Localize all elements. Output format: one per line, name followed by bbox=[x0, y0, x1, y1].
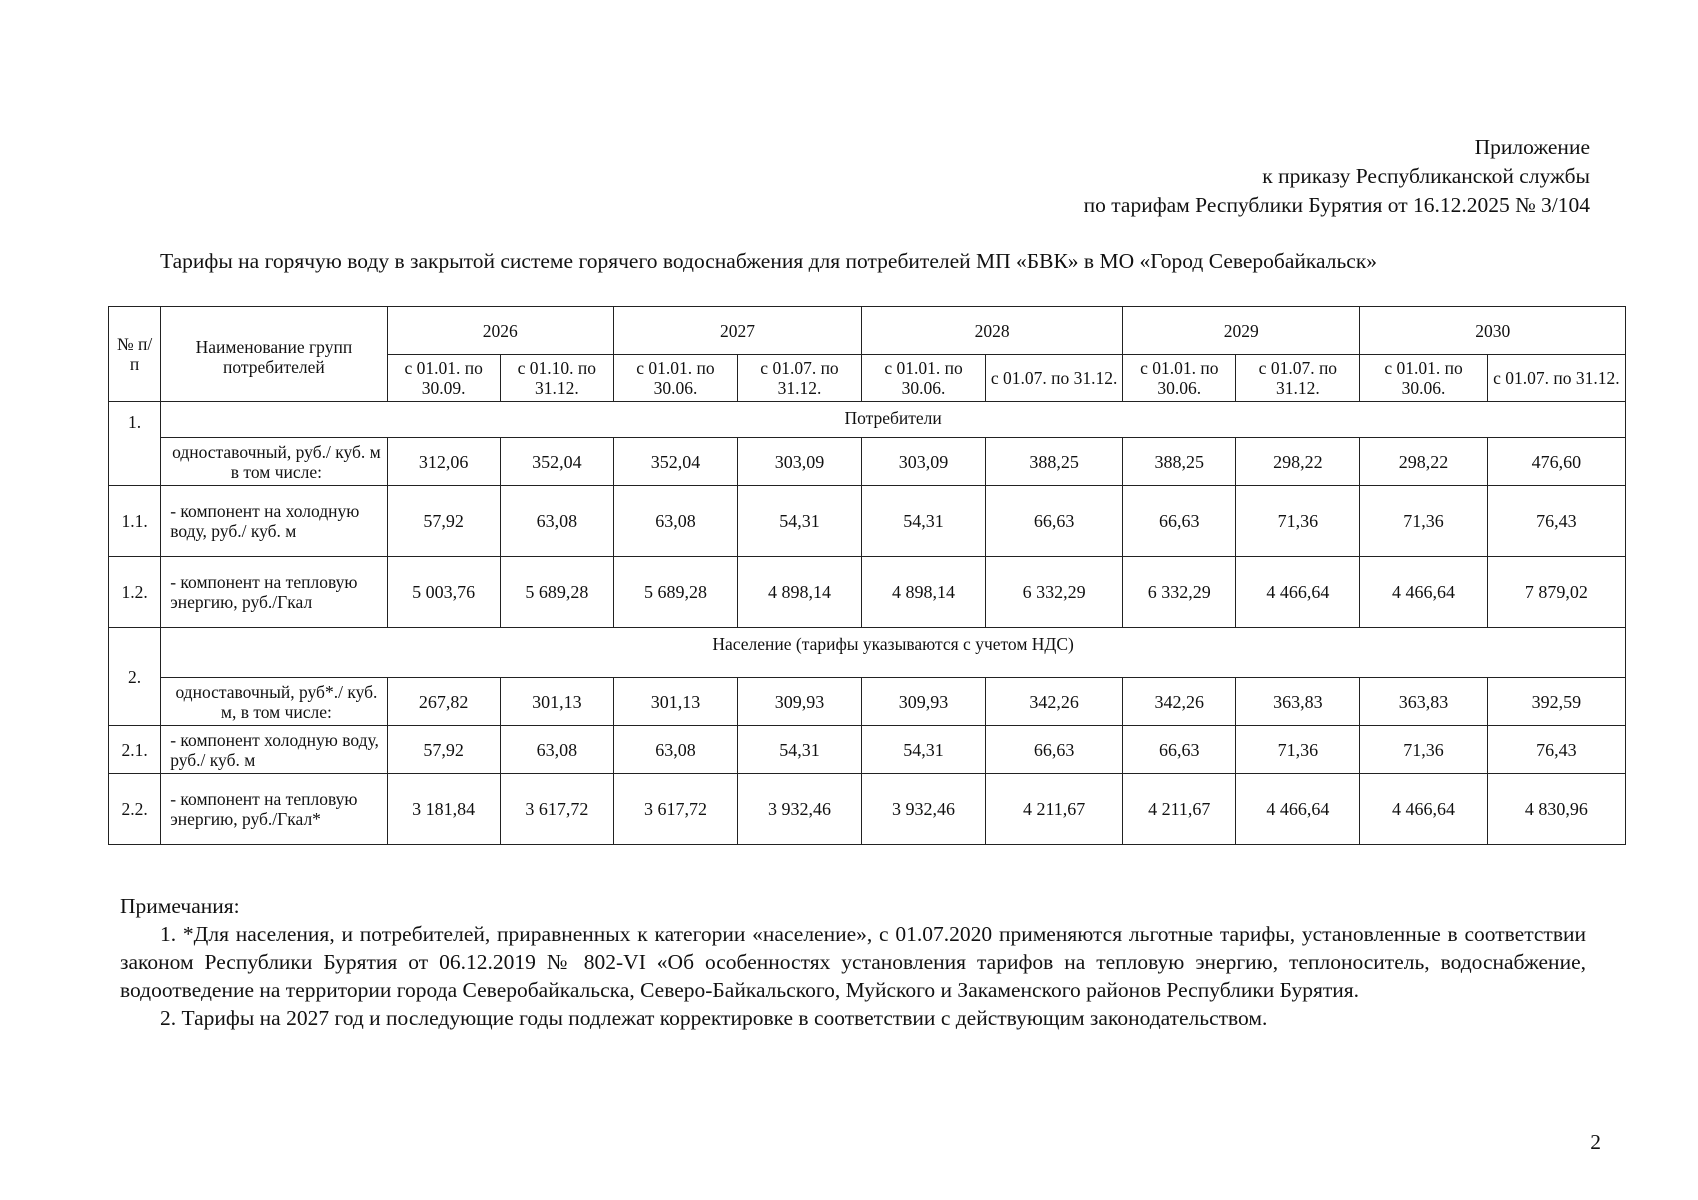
year-header: 2028 bbox=[862, 307, 1123, 355]
tariff-value: 303,09 bbox=[862, 438, 986, 486]
tariff-value: 66,63 bbox=[986, 486, 1123, 557]
tariff-value: 388,25 bbox=[986, 438, 1123, 486]
document-title: Тарифы на горячую воду в закрытой системе горячего водоснабжения для потребителей МП «БВК» в МО «Город Северобайкальск» bbox=[160, 249, 1378, 273]
period-header: с 01.01. по 30.06. bbox=[1123, 355, 1236, 402]
tariff-value: 388,25 bbox=[1123, 438, 1236, 486]
section-number: 1. bbox=[109, 402, 161, 486]
tariff-value: 3 932,46 bbox=[737, 774, 861, 845]
column-header-consumer-group: Наименование групп потребителей bbox=[161, 307, 387, 402]
tariff-value: 4 466,64 bbox=[1236, 774, 1360, 845]
note-item: 2. Тарифы на 2027 год и последующие годы подлежат корректировке в соответствии с действующим законодательством. bbox=[160, 1006, 1268, 1030]
tariff-value: 392,59 bbox=[1487, 678, 1625, 726]
tariff-value: 7 879,02 bbox=[1487, 557, 1625, 628]
tariff-value: 3 181,84 bbox=[387, 774, 500, 845]
tariff-value: 63,08 bbox=[613, 486, 737, 557]
tariff-value: 54,31 bbox=[862, 726, 986, 774]
table-row bbox=[109, 774, 1626, 845]
period-header: с 01.01. по 30.06. bbox=[1360, 355, 1487, 402]
tariff-value: 342,26 bbox=[1123, 678, 1236, 726]
section-label: Потребители bbox=[161, 402, 1626, 438]
period-header: с 01.01. по 30.06. bbox=[862, 355, 986, 402]
year-header: 2026 bbox=[387, 307, 613, 355]
tariff-value: 54,31 bbox=[862, 486, 986, 557]
tariff-value: 5 003,76 bbox=[387, 557, 500, 628]
tariff-value: 4 898,14 bbox=[862, 557, 986, 628]
tariff-value: 4 466,64 bbox=[1236, 557, 1360, 628]
tariff-value: 66,63 bbox=[1123, 486, 1236, 557]
tariff-value: 6 332,29 bbox=[986, 557, 1123, 628]
period-header: с 01.07. по 31.12. bbox=[1487, 355, 1625, 402]
tariff-value: 476,60 bbox=[1487, 438, 1625, 486]
section-number: 2. bbox=[109, 628, 161, 726]
tariff-value: 5 689,28 bbox=[613, 557, 737, 628]
tariff-value: 3 617,72 bbox=[613, 774, 737, 845]
tariff-value: 312,06 bbox=[387, 438, 500, 486]
appendix-line-1: Приложение bbox=[1474, 135, 1590, 159]
notes-heading: Примечания: bbox=[120, 894, 240, 918]
tariff-table bbox=[108, 306, 1626, 845]
row-number: 1.1. bbox=[109, 486, 161, 557]
tariff-value: 5 689,28 bbox=[500, 557, 613, 628]
notes-section bbox=[120, 892, 1586, 1032]
table-row bbox=[109, 726, 1626, 774]
tariff-value: 4 466,64 bbox=[1360, 774, 1487, 845]
note-item: 1. *Для населения, и потребителей, приравненных к категории «население», с 01.07.2020 применяются льготные тарифы, установленные в соответствии законом Республики Бурятия от 06.12.2019 № 802-VI «Об особенностях установления тарифов на тепловую энергию, теплоноситель, водоснабжение, водоотведение на территории города Северобайкальска, Северо-Байкальского, Муйского и Закаменского районов Республики Бурятия. bbox=[120, 922, 1586, 1002]
consumer-group-name: - компонент холодную воду, руб./ куб. м bbox=[161, 726, 387, 774]
consumer-group-name: - компонент на тепловую энергию, руб./Гкал* bbox=[161, 774, 387, 845]
tariff-value: 76,43 bbox=[1487, 486, 1625, 557]
appendix-line-3: по тарифам Республики Бурятия от 16.12.2025 № 3/104 bbox=[1083, 193, 1590, 217]
period-header: с 01.01. по 30.06. bbox=[613, 355, 737, 402]
period-header: с 01.07. по 31.12. bbox=[1236, 355, 1360, 402]
tariff-value: 57,92 bbox=[387, 726, 500, 774]
year-header: 2027 bbox=[613, 307, 861, 355]
tariff-value: 66,63 bbox=[986, 726, 1123, 774]
tariff-value: 363,83 bbox=[1360, 678, 1487, 726]
tariff-value: 71,36 bbox=[1360, 486, 1487, 557]
table-row bbox=[109, 486, 1626, 557]
section-row bbox=[109, 628, 1626, 678]
tariff-value: 4 211,67 bbox=[1123, 774, 1236, 845]
tariff-value: 57,92 bbox=[387, 486, 500, 557]
section-label: Население (тарифы указываются с учетом НДС) bbox=[161, 628, 1626, 678]
tariff-value: 63,08 bbox=[613, 726, 737, 774]
table-row bbox=[109, 438, 1626, 486]
tariff-value: 54,31 bbox=[737, 726, 861, 774]
appendix-line-2: к приказу Республиканской службы bbox=[1262, 164, 1590, 188]
page-number: 2 bbox=[1590, 1130, 1601, 1154]
row-number: 1.2. bbox=[109, 557, 161, 628]
table-row bbox=[109, 557, 1626, 628]
tariff-value: 303,09 bbox=[737, 438, 861, 486]
row-number: 2.2. bbox=[109, 774, 161, 845]
tariff-value: 66,63 bbox=[1123, 726, 1236, 774]
consumer-group-name: - компонент на холодную воду, руб./ куб. м bbox=[161, 486, 387, 557]
consumer-group-name: одноставочный, руб*./ куб. м, в том числе: bbox=[161, 678, 387, 726]
tariff-value: 54,31 bbox=[737, 486, 861, 557]
tariff-value: 298,22 bbox=[1236, 438, 1360, 486]
tariff-value: 352,04 bbox=[613, 438, 737, 486]
tariff-value: 4 466,64 bbox=[1360, 557, 1487, 628]
column-header-number: № п/п bbox=[109, 307, 161, 402]
tariff-value: 71,36 bbox=[1236, 486, 1360, 557]
tariff-value: 301,13 bbox=[613, 678, 737, 726]
consumer-group-name: - компонент на тепловую энергию, руб./Гкал bbox=[161, 557, 387, 628]
row-number: 2.1. bbox=[109, 726, 161, 774]
table-row bbox=[109, 678, 1626, 726]
tariff-value: 63,08 bbox=[500, 486, 613, 557]
period-header: с 01.10. по 31.12. bbox=[500, 355, 613, 402]
tariff-value: 4 830,96 bbox=[1487, 774, 1625, 845]
tariff-value: 71,36 bbox=[1360, 726, 1487, 774]
consumer-group-name: одноставочный, руб./ куб. м в том числе: bbox=[161, 438, 387, 486]
section-row bbox=[109, 402, 1626, 438]
tariff-value: 3 932,46 bbox=[862, 774, 986, 845]
tariff-value: 301,13 bbox=[500, 678, 613, 726]
tariff-value: 6 332,29 bbox=[1123, 557, 1236, 628]
tariff-value: 342,26 bbox=[986, 678, 1123, 726]
appendix-header bbox=[1084, 133, 1590, 220]
tariff-value: 363,83 bbox=[1236, 678, 1360, 726]
period-header: с 01.07. по 31.12. bbox=[737, 355, 861, 402]
period-header: с 01.07. по 31.12. bbox=[986, 355, 1123, 402]
tariff-value: 76,43 bbox=[1487, 726, 1625, 774]
year-header: 2030 bbox=[1360, 307, 1626, 355]
tariff-value: 4 211,67 bbox=[986, 774, 1123, 845]
tariff-value: 298,22 bbox=[1360, 438, 1487, 486]
tariff-value: 309,93 bbox=[862, 678, 986, 726]
period-header: с 01.01. по 30.09. bbox=[387, 355, 500, 402]
tariff-value: 71,36 bbox=[1236, 726, 1360, 774]
year-header-row bbox=[109, 307, 1626, 355]
tariff-value: 4 898,14 bbox=[737, 557, 861, 628]
tariff-value: 309,93 bbox=[737, 678, 861, 726]
tariff-value: 352,04 bbox=[500, 438, 613, 486]
year-header: 2029 bbox=[1123, 307, 1360, 355]
tariff-value: 267,82 bbox=[387, 678, 500, 726]
tariff-value: 3 617,72 bbox=[500, 774, 613, 845]
tariff-value: 63,08 bbox=[500, 726, 613, 774]
